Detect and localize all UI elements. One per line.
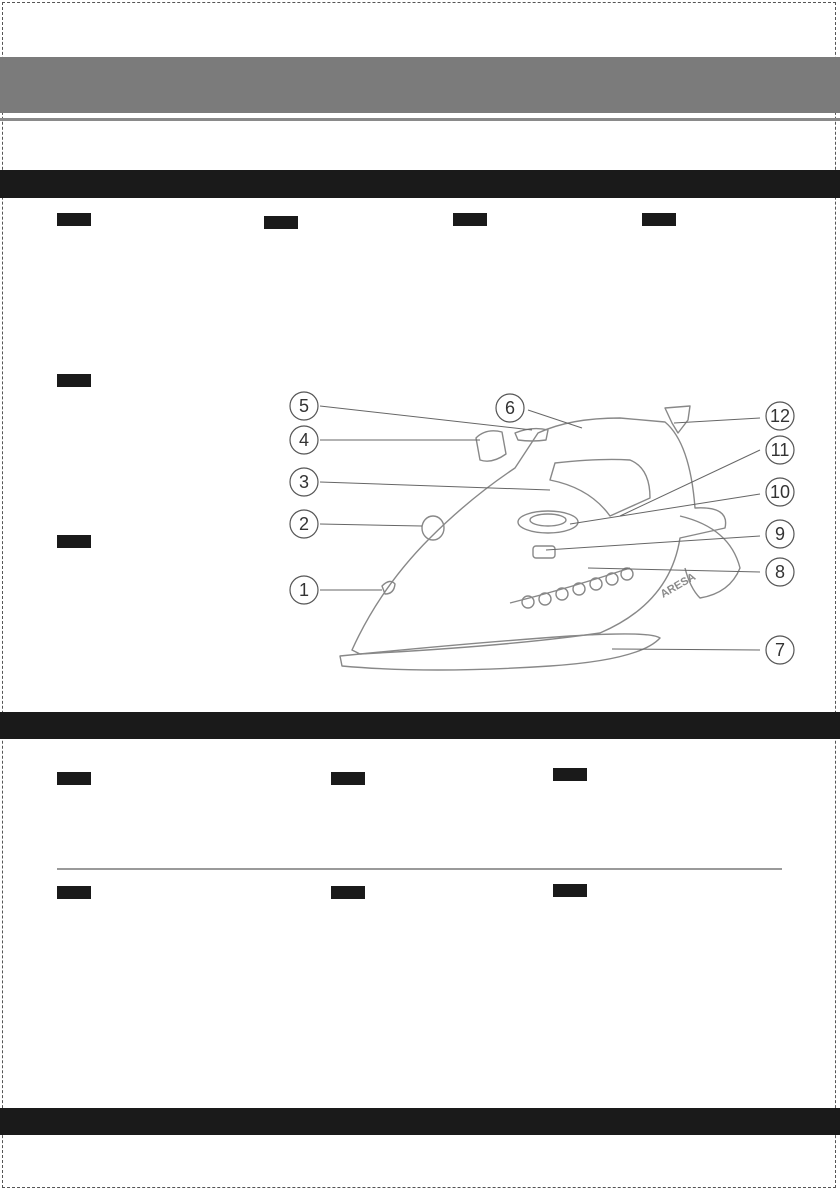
svg-text:1: 1	[298, 580, 310, 600]
svg-text:2: 2	[298, 514, 310, 534]
language-tag	[57, 772, 91, 785]
callout-12	[766, 402, 794, 430]
language-tag	[453, 213, 487, 226]
header-band	[0, 57, 840, 113]
language-tag	[331, 772, 365, 785]
callout-9	[766, 520, 794, 548]
section-bar-middle	[0, 712, 840, 739]
iron-body-icon	[352, 418, 726, 654]
svg-text:6: 6	[504, 398, 516, 418]
svg-text:8: 8	[774, 562, 786, 582]
language-tag	[57, 374, 91, 387]
svg-text:11: 11	[770, 440, 790, 460]
svg-text:12: 12	[769, 406, 791, 426]
section-bar-top	[0, 170, 840, 198]
language-tag	[553, 768, 587, 781]
callout-11	[766, 436, 794, 464]
language-tag	[642, 213, 676, 226]
svg-text:9: 9	[774, 524, 786, 544]
svg-text:10: 10	[769, 482, 791, 502]
steam-iron-illustration	[270, 388, 810, 688]
self-clean-button-icon	[533, 546, 555, 558]
steam-iron-diagram	[270, 388, 810, 688]
svg-text:ARESA: ARESA	[658, 570, 698, 601]
callout-5	[290, 392, 318, 420]
language-tag	[264, 216, 298, 229]
callout-1	[290, 576, 318, 604]
language-tag	[57, 535, 91, 548]
language-tag	[57, 886, 91, 899]
callout-10	[766, 478, 794, 506]
callout-7	[766, 636, 794, 664]
header-rule	[0, 118, 840, 121]
callout-4	[290, 426, 318, 454]
svg-text:3: 3	[298, 472, 310, 492]
section-separator	[57, 868, 782, 870]
language-tag	[331, 886, 365, 899]
language-tag	[57, 213, 91, 226]
language-tag	[553, 884, 587, 897]
section-bar-bottom	[0, 1108, 840, 1135]
svg-text:4: 4	[298, 430, 310, 450]
callout-8	[766, 558, 794, 586]
steam-button-icon	[476, 431, 506, 461]
svg-text:7: 7	[774, 640, 786, 660]
callout-6	[496, 394, 524, 422]
callout-2	[290, 510, 318, 538]
cord-swivel-icon	[665, 406, 690, 433]
svg-text:5: 5	[298, 396, 310, 416]
callout-3	[290, 468, 318, 496]
